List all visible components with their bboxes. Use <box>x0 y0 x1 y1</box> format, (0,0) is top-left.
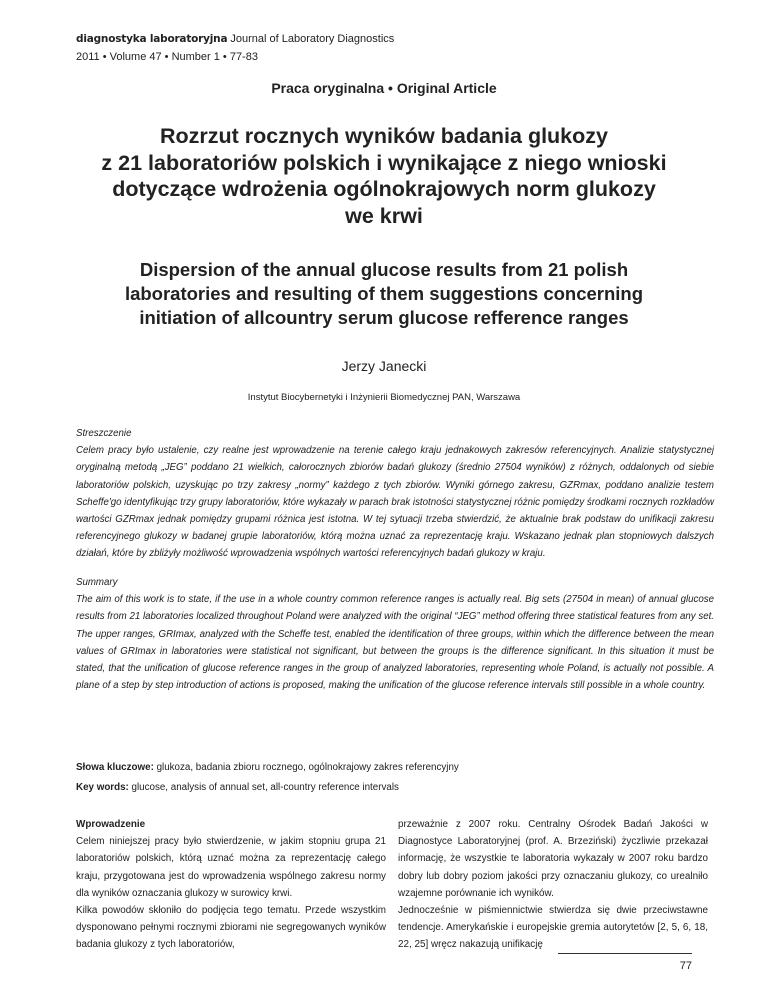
title-english-line: laboratories and resulting of them suggestions concerning <box>124 283 644 304</box>
title-polish-line: Rozrzut rocznych wyników badania glukozy <box>160 124 608 148</box>
abstract-english <box>76 574 714 694</box>
journal-title-line <box>76 30 394 48</box>
body-paragraph: przeważnie z 2007 roku. Centralny Ośrodek Badań Jakości w Diagnostyce Laboratoryjnej (prof. A. Brzeziński) życzliwie przekazał informację, że wszystkie te laboratoria wykazały w 2007 roku bardzo dobry lub dobry poziom jakości przy oznaczaniu glukozy, co urealniło wzajemne porównanie ich wyników. <box>398 819 708 899</box>
abstract-polish-text: Celem pracy było ustalenie, czy realne jest wprowadzenie na terenie całego kraju jednakowych zakresów referencyjnych. Analizie statystycznej oryginalną metodą „JEG” poddano 21 wielkich, całorocznych zbiorów badań glukozy (średnio 27504 wyników) z różnych, oddalonych od siebie laboratoriów polskich, uzyskując po trzy zakresy „normy” każdego z tych zbiorów. Wyniki górnego zakresu, GZRmax, poddano analizie testem Scheffe'go identyfikując trzy grupy laboratoriów, które wykazały w parach brak istotności statystycznej różnic pomiędzy środkami rocznych rozkładów wartości GZRmax jednak pomiędzy grupami różnica jest istotna. W tej sytuacji trzeba stwierdzić, że aktualnie brak podstaw do unifikacji zakresu referencyjnego glukozy w badanej grupie laboratoriów, którą można uznać za reprezentację kraju. Wskazano jednak plan stopniowych dalszych działań, które by zbliżyły możliwość wprowadzenia wspólnych wartości referencyjnych badań glukozy w kraju. <box>76 445 714 560</box>
body-paragraph: Celem niniejszej pracy było stwierdzenie, w jakim stopniu grupa 21 laboratoriów polskich, którą uznać można za reprezentację całego kraju, przygotowana jest do wprowadzenia wspólnego zakresu normy dla wyników oznaczania glukozy w surowicy krwi. <box>76 836 386 899</box>
abstract-polish-heading: Streszczenie <box>76 428 132 439</box>
abstract-polish <box>76 425 714 563</box>
keywords-english <box>76 780 714 796</box>
journal-header <box>76 30 394 66</box>
abstract-english-heading: Summary <box>76 577 118 588</box>
title-english-line: Dispersion of the annual glucose results from 21 polish <box>139 259 629 280</box>
keywords-polish-label: Słowa kluczowe: <box>76 762 154 773</box>
keywords-english-text: glucose, analysis of annual set, all-country reference intervals <box>128 782 399 793</box>
body-paragraph: Kilka powodów skłoniło do podjęcia tego tematu. Przede wszystkim dysponowano pełnymi rocznymi zbiorami nie segregowanych wyników badania glukozy z tych laboratoriów, <box>76 905 386 951</box>
title-english-line: initiation of allcountry serum glucose refference ranges <box>139 307 629 328</box>
article-type: Praca oryginalna • Original Article <box>271 80 497 96</box>
title-polish-line: z 21 laboratoriów polskich i wynikające z niego wnioski <box>101 150 667 175</box>
journal-brand: diagnostyka laboratoryjna <box>76 33 228 45</box>
keywords-polish-text: glukoza, badania zbioru rocznego, ogólnokrajowy zakres referencyjny <box>153 762 459 773</box>
title-polish-line: we krwi <box>345 203 423 228</box>
keywords-english-label: Key words: <box>76 782 129 793</box>
body-column-right <box>398 816 708 954</box>
body-column-left <box>76 816 386 954</box>
author: Jerzy Janecki <box>341 358 427 374</box>
page-number: 77 <box>679 960 692 972</box>
keywords-polish <box>76 760 714 776</box>
title-english <box>70 258 698 330</box>
abstract-english-text: The aim of this work is to state, if the use in a whole country common reference ranges is actually real. Big sets (27504 in mean) of annual glucose results from 21 laboratories localized throughout Poland were analyzed with the original “JEG” method offering three statistical features from any set. The upper ranges, GRImax, analyzed with the Scheffe test, enabled the identification of three groups, within which the difference between the mean values of GRImax in laboratories were statistical not significant, but between the groups is the difference significant. In this situation it must be stated, that the unification of glucose reference ranges in the group of analyzed laboratories, representing whole Poland, is actually not possible. A plane of a step by step introduction of actions is proposed, making the unification of the glucose reference intervals still possible in a whole country. <box>76 594 714 692</box>
journal-issue: 2011 • Volume 47 • Number 1 • 77-83 <box>76 51 258 63</box>
journal-name: Journal of Laboratory Diagnostics <box>230 33 395 45</box>
affiliation: Instytut Biocybernetyki i Inżynierii Biomedycznej PAN, Warszawa <box>247 392 521 403</box>
footer-rule <box>558 953 692 954</box>
section-heading-introduction: Wprowadzenie <box>76 819 146 830</box>
title-polish <box>60 123 708 229</box>
title-polish-line: dotyczące wdrożenia ogólnokrajowych norm glukozy <box>112 177 656 201</box>
body-paragraph: Jednocześnie w piśmiennictwie stwierdza się dwie przeciwstawne tendencje. Amerykańskie i europejskie gremia autorytetów [2, 5, 6, 18, 22, 25] wręcz nakazują unifikację <box>398 905 708 951</box>
